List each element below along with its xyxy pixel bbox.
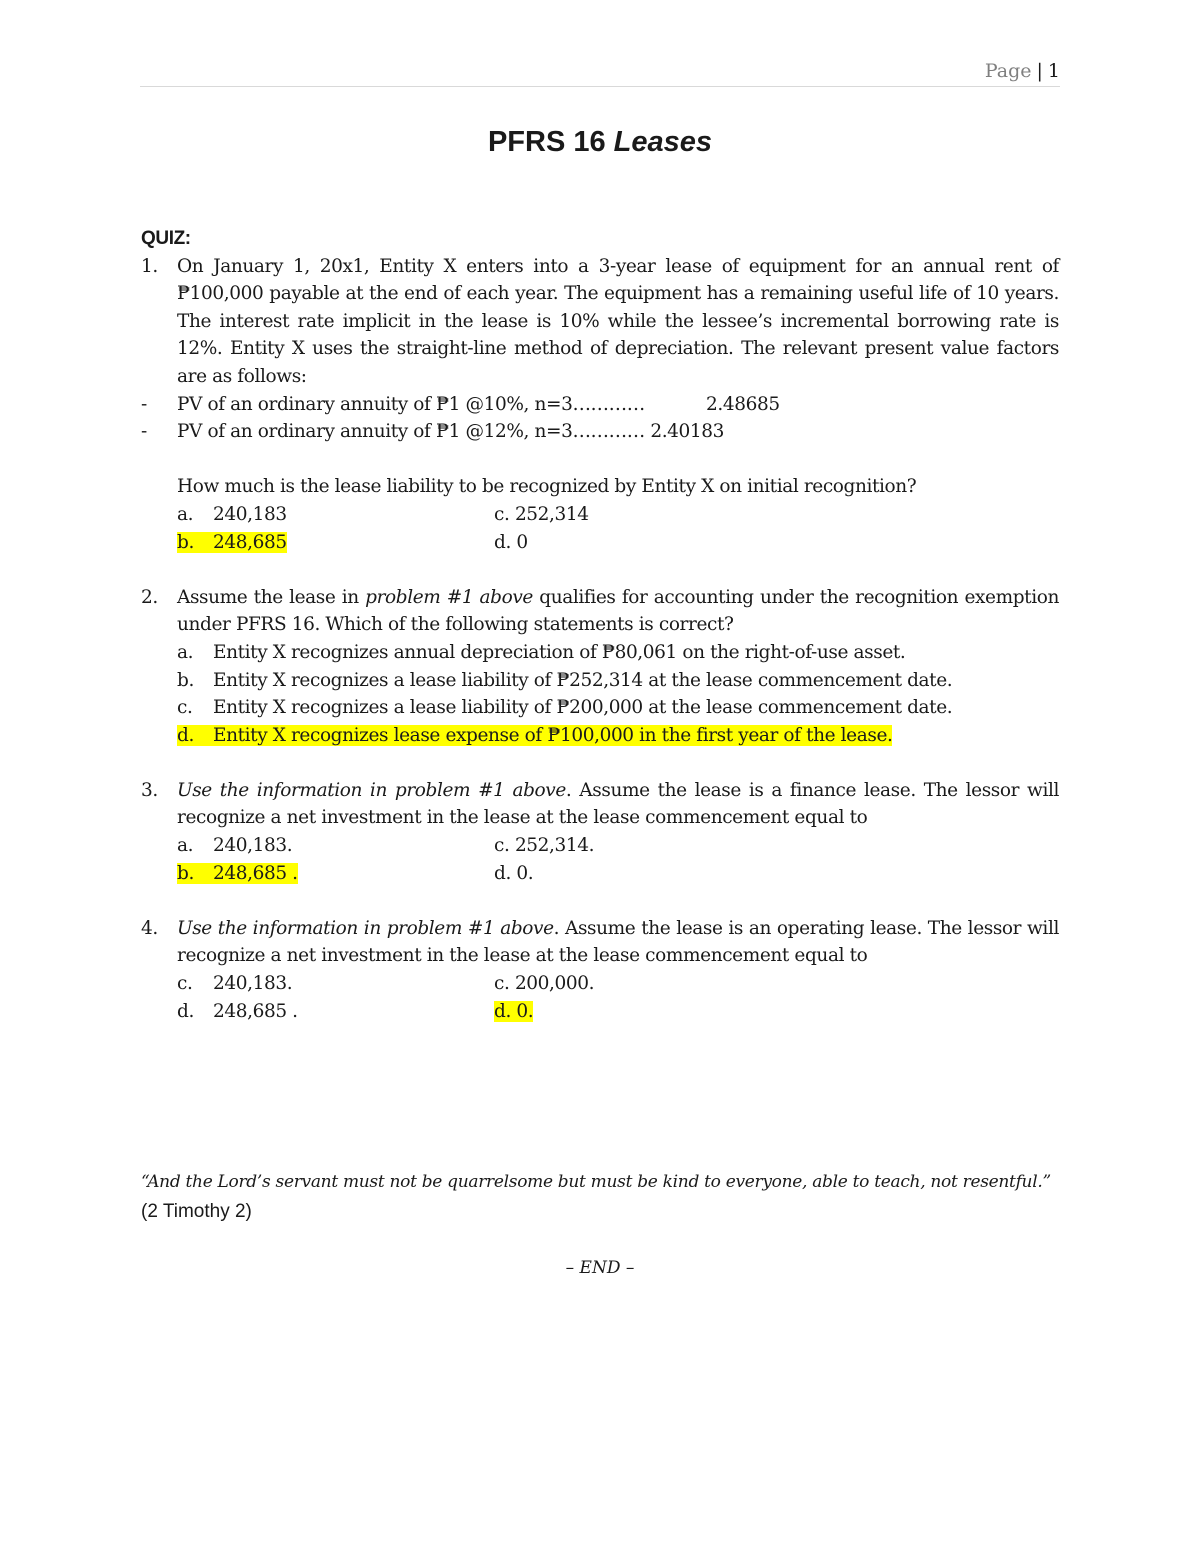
choice-c — [177, 694, 1059, 722]
choice-label: d. — [177, 724, 194, 746]
question-4 — [141, 915, 1059, 970]
choice-label: c. — [494, 503, 510, 525]
question-number: 2. — [141, 586, 158, 608]
pv-factor-label: PV of an ordinary annuity of ₱1 @10%, n=3………… — [177, 393, 645, 415]
title-main: PFRS 16 — [487, 126, 614, 158]
bible-quote — [141, 1167, 1059, 1226]
choice-text: 0. — [516, 1000, 534, 1022]
choice-label: d. — [494, 531, 511, 553]
question-prompt — [141, 473, 1059, 501]
choice-text: 0 — [516, 531, 528, 553]
choice-label: b. — [177, 862, 194, 884]
choice-text: 248,685 . — [213, 862, 298, 884]
choice-c — [494, 832, 811, 860]
pv-factor-value: 2.40183 — [650, 421, 725, 443]
choice-text: 252,314 — [514, 503, 589, 525]
choice-c — [494, 501, 811, 529]
choice-label: c. — [494, 835, 510, 857]
question-prompt-text: How much is the lease liability to be recognized by Entity X on initial recognition? — [177, 476, 917, 498]
choice-d — [494, 860, 811, 888]
question-number: 4. — [141, 917, 158, 939]
pv-factor-value: 2.48685 — [706, 393, 780, 415]
choice-text: 240,183. — [213, 835, 293, 857]
choice-label: b. — [177, 531, 194, 553]
choice-label: a. — [177, 503, 194, 525]
choice-text: Entity X recognizes a lease liability of ₱200,000 at the lease commencement date. — [213, 697, 953, 719]
question-3 — [141, 777, 1059, 832]
title-italic: Leases — [613, 126, 713, 158]
choice-text: 248,685 . — [213, 1000, 298, 1022]
question-text: Assume the lease in — [177, 586, 366, 608]
choice-b-correct — [177, 860, 494, 888]
question-text: qualifies for accounting under the recognition exemption under PFRS 16. Which of the following statements is correct? — [177, 586, 1059, 636]
choice-label: a. — [177, 835, 194, 857]
choice-c-1 — [177, 970, 494, 998]
document-title — [0, 126, 1200, 159]
page-word: Page — [984, 60, 1032, 82]
choice-a — [177, 832, 494, 860]
choice-label: c. — [177, 697, 193, 719]
page-number: 1 — [1047, 60, 1060, 82]
end-marker: – END – — [565, 1258, 635, 1278]
question-text: . Assume the lease is a finance lease. The lessor will recognize a net investment in the lease at the lease commencement equal to — [177, 779, 1059, 829]
quote-reference: (2 Timothy 2) — [141, 1201, 252, 1222]
choice-text: Entity X recognizes a lease liability of ₱252,314 at the lease commencement date. — [213, 669, 953, 691]
choice-text: 200,000. — [514, 973, 595, 995]
choice-text: 248,685 — [213, 531, 287, 553]
choice-label: c. — [177, 973, 193, 995]
choice-text: 240,183. — [213, 973, 293, 995]
choice-b — [177, 667, 1059, 695]
choice-d-1 — [177, 998, 494, 1026]
pv-factor-row — [141, 391, 1059, 419]
quiz-content — [141, 225, 1059, 1025]
question-text: . Assume the lease is an operating lease. The lessor will recognize a net investment in the lease at the lease commencement equal to — [177, 917, 1059, 967]
choice-d — [494, 529, 811, 557]
choice-list — [141, 832, 1059, 887]
choice-label: d. — [494, 862, 511, 884]
quote-text: “And the Lord’s servant must not be quarrelsome but must be kind to everyone, able to teach, not resentful.” — [141, 1172, 1051, 1192]
question-2 — [141, 584, 1059, 639]
bullet-dash: - — [141, 393, 147, 415]
choice-text: Entity X recognizes annual depreciation of ₱80,061 on the right-of-use asset. — [213, 641, 906, 663]
choice-d-correct — [494, 998, 811, 1026]
quiz-label: QUIZ: — [141, 228, 191, 249]
choice-text: 240,183 — [213, 503, 287, 525]
choice-label: a. — [177, 641, 194, 663]
question-1 — [141, 253, 1059, 391]
choice-list — [141, 501, 1059, 556]
question-number: 1. — [141, 255, 158, 277]
pv-factor-label: PV of an ordinary annuity of ₱1 @12%, n=3………… — [177, 421, 645, 443]
page-number-header — [985, 60, 1060, 82]
choice-b-correct — [177, 529, 494, 557]
header-divider — [140, 86, 1060, 87]
pv-factor-row — [141, 418, 1059, 446]
choice-list — [141, 639, 1059, 749]
choice-text: 252,314. — [514, 835, 595, 857]
choice-a — [177, 639, 1059, 667]
choice-text: 0. — [516, 862, 534, 884]
bullet-dash: - — [141, 421, 147, 443]
choice-list — [141, 970, 1059, 1025]
choice-label: b. — [177, 669, 194, 691]
choice-label: d. — [177, 1000, 194, 1022]
page-separator: | — [1036, 60, 1043, 82]
choice-label: c. — [494, 973, 510, 995]
question-text-italic: problem #1 above — [365, 586, 533, 608]
choice-a — [177, 501, 494, 529]
question-text-italic: Use the information in problem #1 above — [177, 917, 554, 939]
choice-d-correct — [177, 722, 1059, 750]
question-number: 3. — [141, 779, 158, 801]
question-text: On January 1, 20x1, Entity X enters into a 3-year lease of equipment for an annual rent of ₱100,000 payable at the end of each year. The equipment has a remaining useful life of 10 years. The interest rate implicit in the lease is 10% while the lessee’s incremental borrowing rate is 12%. Entity X uses the straight-line method of depreciation. The relevant present value factors are as follows: — [177, 255, 1059, 387]
choice-label: d. — [494, 1000, 511, 1022]
choice-text: Entity X recognizes lease expense of ₱100,000 in the first year of the lease. — [213, 724, 893, 746]
choice-c-2 — [494, 970, 811, 998]
question-text-italic: Use the information in problem #1 above — [177, 779, 566, 801]
